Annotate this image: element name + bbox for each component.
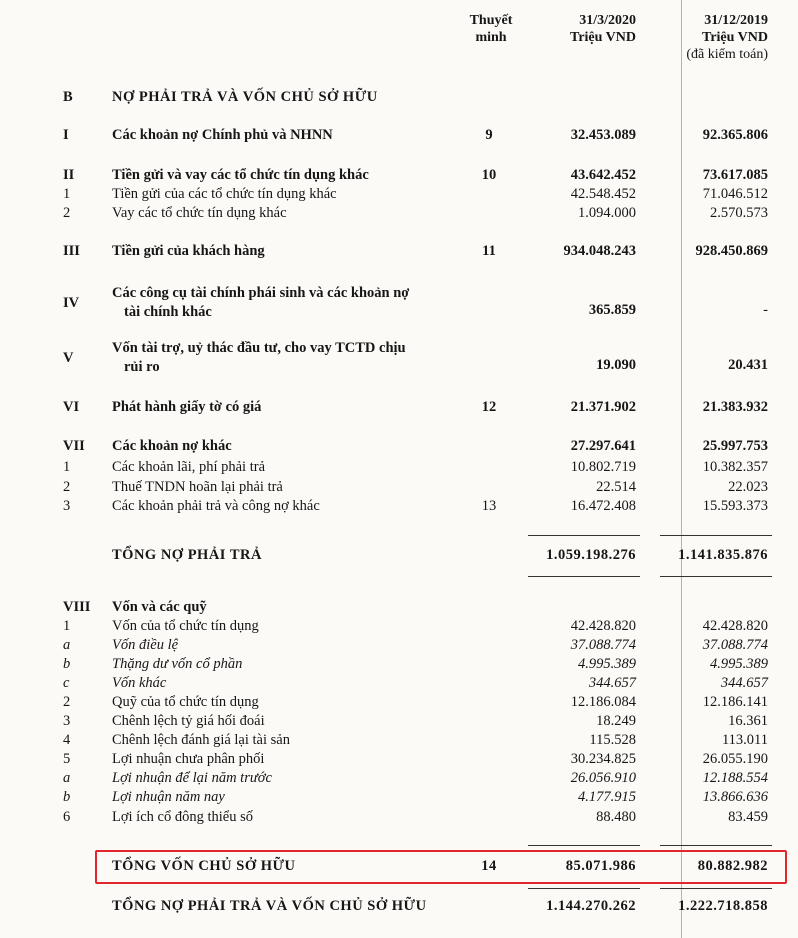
- row-value-2020: 32.453.089: [570, 127, 636, 143]
- row-label: Tiền gửi của khách hàng: [112, 243, 265, 259]
- row-num: 3: [63, 498, 71, 514]
- row-value-2019: 1.141.835.876: [678, 547, 768, 563]
- table-row: [0, 636, 798, 655]
- row-label: Lợi nhuận chưa phân phối: [112, 751, 265, 767]
- row-note: 11: [482, 243, 496, 259]
- row-label-line1: Vốn tài trợ, uỷ thác đầu tư, cho vay TCTD chịu: [112, 340, 406, 356]
- row-value-2019: 25.997.753: [702, 438, 768, 454]
- table-row: [0, 546, 798, 565]
- table-row: [0, 458, 798, 477]
- row-value-2019: 13.866.636: [702, 789, 768, 805]
- row-value-2020: 1.059.198.276: [546, 547, 636, 563]
- row-note: 9: [485, 127, 493, 143]
- row-value-2020: 934.048.243: [563, 243, 636, 259]
- table-row: [0, 712, 798, 731]
- row-num: 4: [63, 732, 71, 748]
- row-label: Quỹ của tổ chức tín dụng: [112, 694, 259, 710]
- header-col2-unit: Triệu VND: [702, 30, 768, 45]
- table-row: [0, 788, 798, 807]
- row-note: 12: [481, 399, 497, 415]
- row-label: Vốn khác: [112, 675, 167, 691]
- header-col2: [650, 12, 768, 63]
- subtotal-rule: [528, 845, 640, 846]
- row-value-2019: 37.088.774: [702, 637, 768, 653]
- row-num: I: [63, 127, 69, 143]
- row-value-2019: 12.188.554: [702, 770, 768, 786]
- row-value-2019: 21.383.932: [702, 399, 768, 415]
- row-label: Lợi nhuận để lại năm trước: [112, 770, 272, 786]
- row-num: 5: [63, 751, 71, 767]
- header-note-col: [468, 12, 514, 46]
- row-value-2020: 1.144.270.262: [546, 898, 636, 914]
- row-label: Phát hành giấy tờ có giá: [112, 399, 262, 415]
- row-note: 13: [481, 498, 497, 514]
- row-value-2020: 30.234.825: [570, 751, 636, 767]
- table-row: [0, 204, 798, 223]
- row-value-2019: 22.023: [728, 479, 768, 495]
- row-value-2020: 88.480: [596, 809, 636, 825]
- row-value-2020: 1.094.000: [578, 205, 636, 221]
- header-note-line2: minh: [475, 30, 507, 45]
- highlight-box: [95, 850, 787, 884]
- row-value-2019: 71.046.512: [702, 186, 768, 202]
- row-value-2020: 19.090: [596, 357, 636, 373]
- table-row: [0, 750, 798, 769]
- row-label: Chênh lệch đánh giá lại tài sản: [112, 732, 290, 748]
- table-row: [0, 126, 798, 145]
- table-row: [0, 617, 798, 636]
- table-row: [0, 166, 798, 185]
- row-num: b: [63, 789, 71, 805]
- table-row: [0, 674, 798, 693]
- header-col2-date: 31/12/2019: [704, 13, 768, 28]
- header-col1: [520, 12, 636, 46]
- row-num: c: [63, 675, 70, 691]
- row-label: Thuế TNDN hoãn lại phải trả: [112, 479, 283, 495]
- table-row: [0, 598, 798, 617]
- subtotal-rule: [660, 535, 772, 536]
- row-value-2019: 83.459: [728, 809, 768, 825]
- row-value-2019: 92.365.806: [702, 127, 768, 143]
- row-label: Vốn và các quỹ: [112, 599, 207, 615]
- row-num: II: [63, 167, 75, 183]
- subtotal-rule: [528, 576, 640, 577]
- row-label-line2: rủi ro: [124, 359, 160, 375]
- row-label-line2: tài chính khác: [124, 304, 212, 320]
- header-note-line1: Thuyết: [469, 13, 513, 28]
- row-num: 1: [63, 186, 71, 202]
- row-note: 14: [481, 858, 497, 874]
- table-row: [0, 731, 798, 750]
- row-value-2019: 2.570.573: [710, 205, 768, 221]
- row-value-2019: 16.361: [728, 713, 768, 729]
- row-label: TỔNG NỢ PHẢI TRẢ: [112, 547, 262, 563]
- row-value-2019: 344.657: [720, 675, 768, 691]
- row-value-2020: 42.548.452: [570, 186, 636, 202]
- row-label: Các khoản lãi, phí phải trả: [112, 459, 266, 475]
- row-value-2019: 42.428.820: [702, 618, 768, 634]
- row-label: Các khoản nợ khác: [112, 438, 232, 454]
- row-value-2020: 4.995.389: [578, 656, 636, 672]
- row-value-2019: 80.882.982: [697, 858, 768, 874]
- row-label: Lợi ích cổ đông thiểu số: [112, 809, 253, 825]
- section-heading: [0, 88, 798, 107]
- row-value-2019: -: [763, 302, 768, 318]
- header-col2-audited: (đã kiểm toán): [686, 47, 768, 62]
- row-label: Các khoản nợ Chính phủ và NHNN: [112, 127, 333, 143]
- table-row: [0, 437, 798, 456]
- row-label: Chênh lệch tỷ giá hối đoái: [112, 713, 265, 729]
- table-row: [0, 185, 798, 204]
- row-value-2019: 4.995.389: [710, 656, 768, 672]
- row-num: IV: [63, 295, 80, 311]
- subtotal-rule: [528, 888, 640, 889]
- row-num: V: [63, 350, 74, 366]
- table-row: [0, 769, 798, 788]
- row-value-2020: 18.249: [596, 713, 636, 729]
- row-num: 1: [63, 618, 71, 634]
- row-label-line1: Các công cụ tài chính phái sinh và các khoản nợ: [112, 285, 410, 301]
- subtotal-rule: [660, 888, 772, 889]
- table-row-v: [0, 339, 798, 379]
- section-code: B: [63, 89, 73, 105]
- row-num: VI: [63, 399, 80, 415]
- row-label: Tiền gửi của các tổ chức tín dụng khác: [112, 186, 337, 202]
- row-value-2020: 344.657: [588, 675, 636, 691]
- row-label: Tiền gửi và vay các tổ chức tín dụng khác: [112, 167, 369, 183]
- row-num: a: [63, 637, 71, 653]
- row-label: TỔNG NỢ PHẢI TRẢ VÀ VỐN CHỦ SỞ HỮU: [112, 898, 427, 914]
- table-row: [0, 398, 798, 417]
- row-value-2020: 37.088.774: [570, 637, 636, 653]
- row-value-2019: 1.222.718.858: [678, 898, 768, 914]
- row-label: Vay các tổ chức tín dụng khác: [112, 205, 287, 221]
- row-value-2020: 16.472.408: [570, 498, 636, 514]
- section-title: NỢ PHẢI TRẢ VÀ VỐN CHỦ SỞ HỮU: [112, 89, 378, 105]
- row-value-2019: 15.593.373: [702, 498, 768, 514]
- row-label: Vốn điều lệ: [112, 637, 179, 653]
- row-value-2020: 21.371.902: [570, 399, 636, 415]
- table-row: [0, 242, 798, 261]
- row-note: 10: [481, 167, 497, 183]
- row-num: a: [63, 770, 71, 786]
- row-value-2019: 26.055.190: [702, 751, 768, 767]
- row-value-2020: 42.428.820: [570, 618, 636, 634]
- row-value-2020: 85.071.986: [565, 858, 636, 874]
- header-col1-date: 31/3/2020: [579, 13, 636, 28]
- table-row: [0, 497, 798, 516]
- row-value-2019: 12.186.141: [702, 694, 768, 710]
- row-label: TỔNG VỐN CHỦ SỞ HỮU: [112, 858, 296, 874]
- row-num: 2: [63, 205, 71, 221]
- row-num: 6: [63, 809, 71, 825]
- subtotal-rule: [528, 535, 640, 536]
- row-value-2020: 12.186.084: [570, 694, 636, 710]
- row-value-2020: 365.859: [588, 302, 636, 318]
- table-row: [0, 478, 798, 497]
- row-value-2020: 10.802.719: [570, 459, 636, 475]
- row-value-2020: 4.177.915: [578, 789, 636, 805]
- row-label: Vốn của tổ chức tín dụng: [112, 618, 259, 634]
- row-num: VIII: [63, 599, 91, 615]
- row-num: 2: [63, 694, 71, 710]
- row-num: III: [63, 243, 80, 259]
- row-num: 2: [63, 479, 71, 495]
- row-value-2020: 115.528: [589, 732, 636, 748]
- row-label: Lợi nhuận năm nay: [112, 789, 225, 805]
- row-value-2019: 928.450.869: [695, 243, 768, 259]
- row-num: 1: [63, 459, 71, 475]
- row-value-2019: 10.382.357: [702, 459, 768, 475]
- header-col1-unit: Triệu VND: [570, 30, 636, 45]
- row-num: 3: [63, 713, 71, 729]
- row-label: Các khoản phải trả và công nợ khác: [112, 498, 320, 514]
- row-value-2019: 113.011: [721, 732, 768, 748]
- row-value-2020: 27.297.641: [570, 438, 636, 454]
- table-row: [0, 693, 798, 712]
- subtotal-rule: [660, 576, 772, 577]
- row-value-2020: 22.514: [596, 479, 636, 495]
- table-row: [0, 655, 798, 674]
- row-label: Thặng dư vốn cổ phần: [112, 656, 243, 672]
- row-num: VII: [63, 438, 85, 454]
- table-row: [0, 808, 798, 827]
- row-value-2020: 26.056.910: [570, 770, 636, 786]
- table-row-iv: [0, 284, 798, 324]
- row-value-2020: 43.642.452: [570, 167, 636, 183]
- row-value-2019: 20.431: [728, 357, 768, 373]
- row-value-2019: 73.617.085: [702, 167, 768, 183]
- row-num: b: [63, 656, 71, 672]
- subtotal-rule: [660, 845, 772, 846]
- table-row: [0, 897, 798, 916]
